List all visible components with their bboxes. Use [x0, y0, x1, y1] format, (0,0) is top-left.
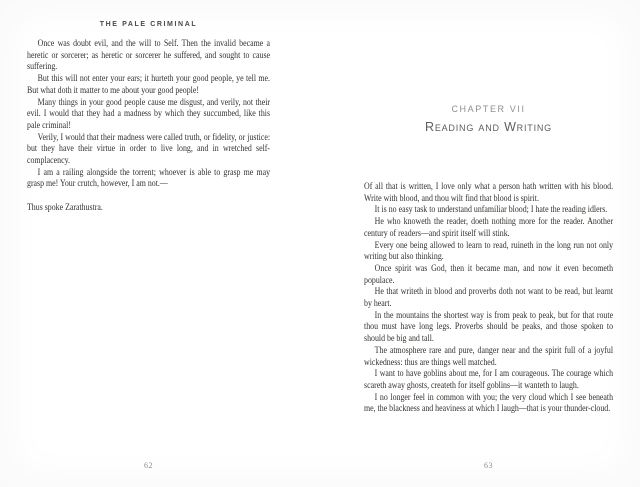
paragraph: Verily, I would that their madness were called truth, or fidelity, or justice: but they have their virtue in order to live long, and in wretched self-complacency. — [27, 131, 271, 167]
right-page-body — [364, 181, 613, 415]
paragraph: The atmosphere rare and pure, danger near and the spirit full of a joyful wickedness: thus are things well matched. — [364, 344, 614, 368]
page-number-left: 62 — [144, 461, 153, 470]
paragraph: He that writeth in blood and proverbs doth not want to be read, but learnt by heart. — [364, 286, 614, 310]
paragraph: It is no easy task to understand unfamiliar blood; I hate the reading idlers. — [374, 204, 608, 216]
closing-line: Thus spoke Zarathustra. — [27, 201, 103, 213]
paragraph: Of all that is written, I love only what a person hath written with his blood. Write with blood, and thou wilt find that blood is spirit. — [364, 181, 614, 204]
paragraph: In the mountains the shortest way is from peak to peak, but for that route thou must have long legs. Proverbs should be peaks, and those spoken to should be big and tall. — [364, 309, 614, 345]
paragraph: I no longer feel in common with you; the very cloud which I see beneath me, the blackness and heaviness at which I laugh—that is your thunder-cloud. — [364, 391, 614, 415]
paragraph: Once spirit was God, then it became man, and now it even becometh populace. — [364, 262, 614, 286]
page-number-right: 63 — [484, 461, 493, 470]
paragraph: But this will not enter your ears; it hurteth your good people, ye tell me. But what doth it matter to me about your good people! — [27, 73, 271, 96]
paragraph: Every one being allowed to learn to read, ruineth in the long run not only writing but also thinking. — [364, 239, 614, 263]
paragraph: Many things in your good people cause me disgust, and verily, not their evil. I would that they had a madness by which they succumbed, like this pale criminal! — [27, 96, 271, 131]
running-header: THE PALE CRIMINAL — [99, 21, 198, 28]
paragraph: Once was doubt evil, and the will to Self. Then the invalid became a heretic or sorcerer; as heretic or sorcerer he suffered, and sought to cause suffering. — [27, 38, 271, 73]
paragraph: He who knoweth the reader, doeth nothing more for the reader. Another century of readers—and spirit itself will stink. — [364, 216, 614, 239]
paragraph: I am a railing alongside the torrent; whoever is able to grasp me may grasp me! Your crutch, however, I am not.— — [27, 166, 271, 190]
left-page-body — [27, 38, 270, 214]
paragraph: I want to have goblins about me, for I am courageous. The courage which scareth away ghosts, createth for itself goblins—it wanteth to laugh. — [364, 368, 614, 391]
chapter-title: Reading and Writing — [425, 120, 552, 134]
chapter-label: CHAPTER VII — [451, 104, 526, 114]
